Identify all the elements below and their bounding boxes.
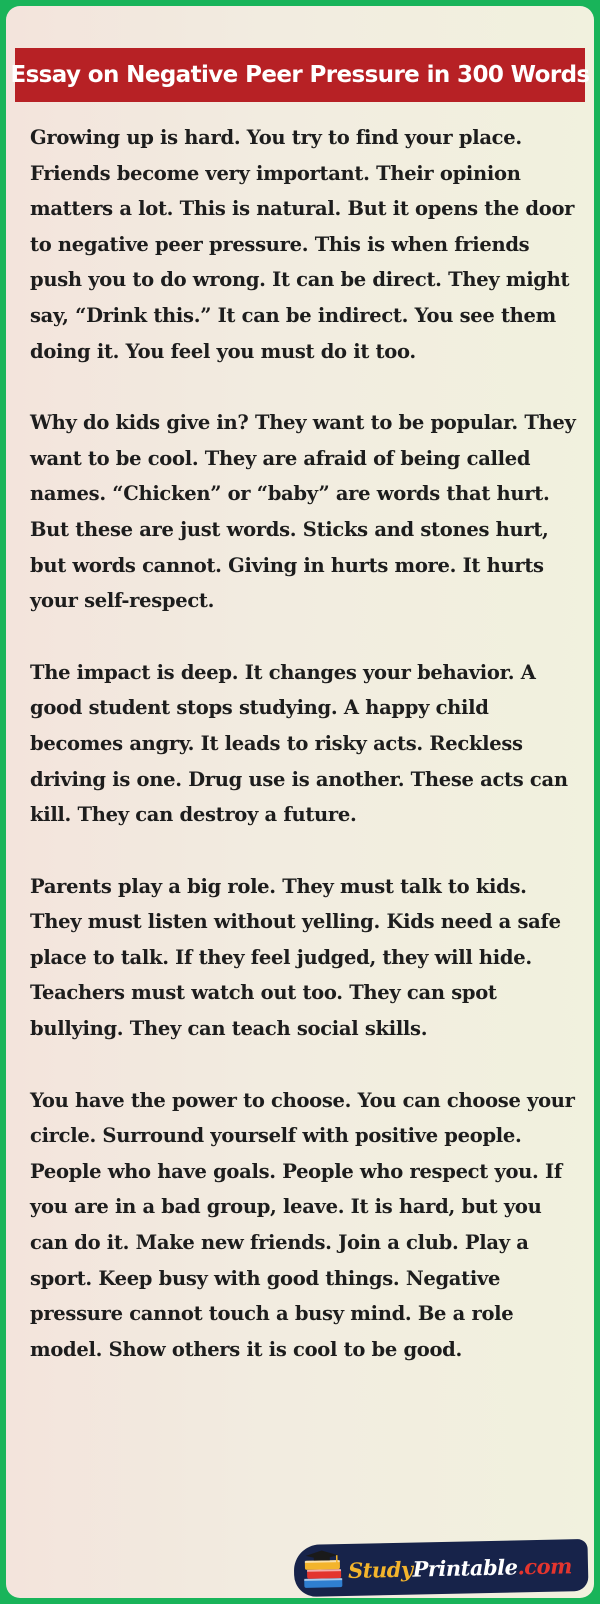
- logo-com: .com: [517, 1552, 573, 1579]
- logo-study: Study: [347, 1556, 413, 1583]
- paragraph-1: Growing up is hard. You try to find your place. Friends become very important. Their opinion matters a lot. This is natural. But it opens the door to negative peer pressure. This is when friends push you to do wrong. It can be direct. They might say, “Drink this.” It can be indirect. You see them doing it. You feel you must do it too.: [30, 126, 575, 363]
- logo-wordmark: [348, 1553, 572, 1583]
- paragraph-3: The impact is deep. It changes your behavior. A good student stops studying. A happy child becomes angry. It leads to risky acts. Reckless driving is one. Drug use is another. These acts can kill. They can destroy a future.: [30, 660, 568, 827]
- paragraph-5: You have the power to choose. You can choose your circle. Surround yourself with positive people. People who have goals. People who respect you. If you are in a bad group, leave. It is hard, but you can do it. Make new friends. Join a club. Play a sport. Keep busy with good things. Negative pressure cannot touch a busy mind. Be a role model. Show others it is cool to be good.: [30, 1088, 575, 1361]
- title-banner: [10, 48, 590, 102]
- page-title: Essay on Negative Peer Pressure in 300 Words: [10, 62, 590, 88]
- essay-body: [30, 120, 578, 1403]
- books-icon: [299, 1544, 348, 1597]
- essay-card: [6, 6, 594, 1598]
- paragraph-4: Parents play a big role. They must talk to kids. They must listen without yelling. Kids need a safe place to talk. If they feel judged, they will hide. Teachers must watch out too. They can spot bullying. They can teach social skills.: [30, 874, 561, 1041]
- paragraph-2: Why do kids give in? They want to be popular. They want to be cool. They are afraid of being called names. “Chicken” or “baby” are words that hurt. But these are just words. Sticks and stones hurt, but words cannot. Giving in hurts more. It hurts your self-respect.: [30, 411, 576, 613]
- studyprintable-logo: [293, 1539, 588, 1597]
- logo-printable: Printable: [412, 1553, 518, 1582]
